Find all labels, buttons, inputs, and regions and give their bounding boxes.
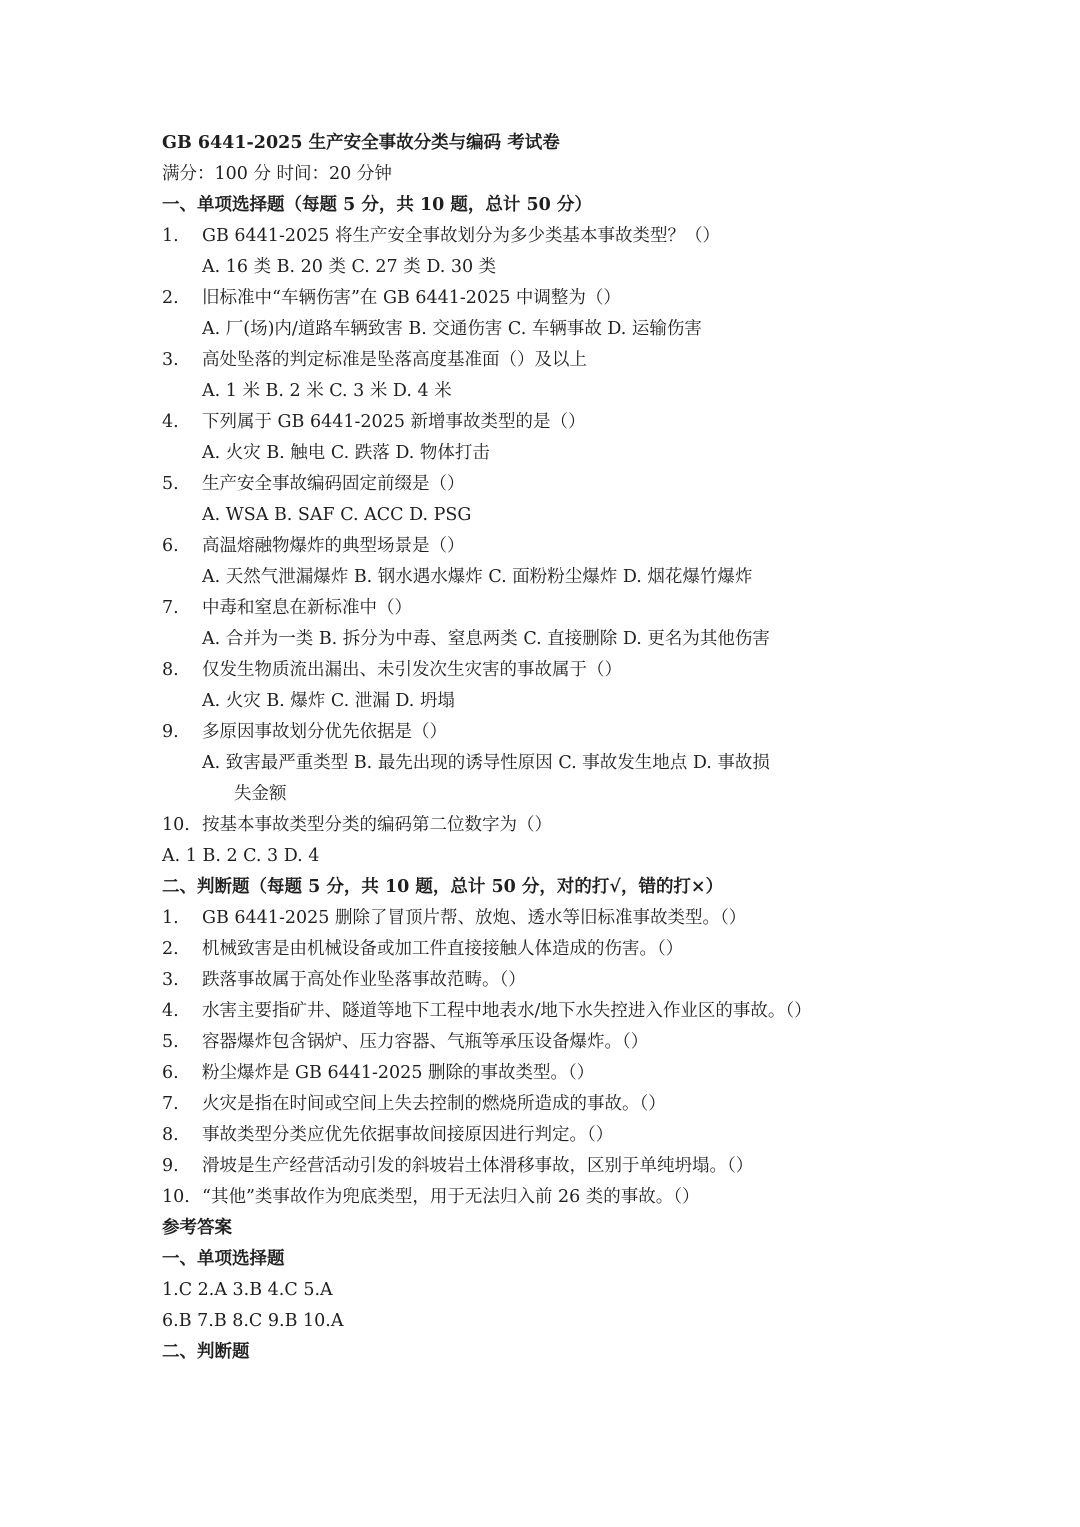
section1-heading: 一、单项选择题（每题 5 分，共 10 题，总计 50 分）: [162, 195, 592, 215]
question-text: 滑坡是生产经营活动引发的斜坡岩土体滑移事故，区别于单纯坍塌。（）: [202, 1156, 754, 1176]
judgment-question: [162, 1089, 922, 1120]
judgment-question: [162, 1058, 922, 1089]
question-options: A. 致害最严重类型 B. 最先出现的诱导性原因 C. 事故发生地点 D. 事故损: [202, 753, 770, 773]
question-number: 1.: [162, 908, 179, 928]
question-text: 高处坠落的判定标准是坠落高度基准面（）及以上: [202, 350, 587, 370]
choice-question: [162, 531, 922, 562]
question-number: 10.: [162, 815, 190, 835]
question-number: 6.: [162, 536, 179, 556]
question-text: GB 6441-2025 将生产安全事故划分为多少类基本事故类型？（）: [202, 226, 720, 246]
question-number: 7.: [162, 598, 179, 618]
question-number: 1.: [162, 226, 179, 246]
question-number: 6.: [162, 1063, 179, 1083]
question-number: 4.: [162, 412, 179, 432]
question-number: 5.: [162, 474, 179, 494]
judgment-question: [162, 903, 922, 934]
question-text: 火灾是指在时间或空间上失去控制的燃烧所造成的事故。（）: [202, 1094, 666, 1114]
answers-row: 1.C 2.A 3.B 4.C 5.A: [162, 1280, 333, 1300]
question-text: 机械致害是由机械设备或加工件直接接触人体造成的伤害。（）: [202, 939, 684, 959]
question-options: A. 火灾 B. 触电 C. 跌落 D. 物体打击: [202, 443, 490, 463]
question-number: 2.: [162, 288, 179, 308]
question-number: 9.: [162, 1156, 179, 1176]
question-text: 容器爆炸包含锅炉、压力容器、气瓶等承压设备爆炸。（）: [202, 1032, 649, 1052]
question-options: A. WSA B. SAF C. ACC D. PSG: [202, 505, 472, 525]
question-options: A. 16 类 B. 20 类 C. 27 类 D. 30 类: [202, 257, 497, 277]
question-options: A. 火灾 B. 爆炸 C. 泄漏 D. 坍塌: [202, 691, 455, 711]
question-number: 10.: [162, 1187, 190, 1207]
question-number: 5.: [162, 1032, 179, 1052]
question-options: A. 1 米 B. 2 米 C. 3 米 D. 4 米: [202, 381, 452, 401]
choice-question: [162, 655, 922, 686]
exam-title: GB 6441-2025 生产安全事故分类与编码 考试卷: [162, 133, 560, 153]
question-number: 3.: [162, 970, 179, 990]
question-text: 生产安全事故编码固定前缀是（）: [202, 474, 465, 494]
choice-question: [162, 283, 922, 314]
question-text: 水害主要指矿井、隧道等地下工程中地表水/地下水失控进入作业区的事故。（）: [202, 1001, 812, 1021]
choice-question: [162, 407, 922, 438]
judgment-question: [162, 1027, 922, 1058]
question-options: A. 1 B. 2 C. 3 D. 4: [162, 846, 320, 866]
choice-question: [162, 717, 922, 748]
question-number: 8.: [162, 1125, 179, 1145]
answers-section2-heading: 二、判断题: [162, 1342, 250, 1362]
exam-meta: 满分：100 分 时间：20 分钟: [162, 164, 392, 184]
judgment-question: [162, 934, 922, 965]
question-options: A. 厂(场)内/道路车辆致害 B. 交通伤害 C. 车辆事故 D. 运输伤害: [202, 319, 702, 339]
question-number: 2.: [162, 939, 179, 959]
question-text: 仅发生物质流出漏出、未引发次生灾害的事故属于（）: [202, 660, 622, 680]
question-text: 中毒和窒息在新标准中（）: [202, 598, 412, 618]
question-text: 旧标准中“车辆伤害”在 GB 6441-2025 中调整为（）: [202, 288, 621, 308]
answers-row: 6.B 7.B 8.C 9.B 10.A: [162, 1311, 344, 1331]
question-text: GB 6441-2025 删除了冒顶片帮、放炮、透水等旧标准事故类型。（）: [202, 908, 747, 928]
question-text: 跌落事故属于高处作业坠落事故范畴。（）: [202, 970, 526, 990]
question-text: 高温熔融物爆炸的典型场景是（）: [202, 536, 465, 556]
question-text: 粉尘爆炸是 GB 6441-2025 删除的事故类型。（）: [202, 1063, 595, 1083]
question-text: 多原因事故划分优先依据是（）: [202, 722, 447, 742]
question-number: 7.: [162, 1094, 179, 1114]
choice-question: [162, 593, 922, 624]
question-options-continued: 失金额: [234, 784, 287, 804]
question-text: “其他”类事故作为兜底类型，用于无法归入前 26 类的事故。（）: [202, 1187, 700, 1207]
judgment-question: [162, 1182, 922, 1213]
question-text: 事故类型分类应优先依据事故间接原因进行判定。（）: [202, 1125, 614, 1145]
choice-question: [162, 345, 922, 376]
choice-question: [162, 810, 922, 841]
question-options: A. 天然气泄漏爆炸 B. 钢水遇水爆炸 C. 面粉粉尘爆炸 D. 烟花爆竹爆炸: [202, 567, 753, 587]
section2-heading: 二、判断题（每题 5 分，共 10 题，总计 50 分，对的打√，错的打×）: [162, 877, 724, 897]
question-text: 按基本事故类型分类的编码第二位数字为（）: [202, 815, 552, 835]
answers-heading: 参考答案: [162, 1218, 232, 1238]
choice-question: [162, 469, 922, 500]
exam-page: [162, 128, 922, 1368]
question-number: 3.: [162, 350, 179, 370]
question-number: 9.: [162, 722, 179, 742]
judgment-question: [162, 996, 922, 1027]
judgment-question: [162, 1120, 922, 1151]
question-number: 8.: [162, 660, 179, 680]
judgment-question: [162, 1151, 922, 1182]
question-text: 下列属于 GB 6441-2025 新增事故类型的是（）: [202, 412, 586, 432]
question-number: 4.: [162, 1001, 179, 1021]
answers-section1-heading: 一、单项选择题: [162, 1249, 285, 1269]
judgment-question: [162, 965, 922, 996]
question-options: A. 合并为一类 B. 拆分为中毒、窒息两类 C. 直接删除 D. 更名为其他伤害: [202, 629, 770, 649]
choice-question: [162, 221, 922, 252]
